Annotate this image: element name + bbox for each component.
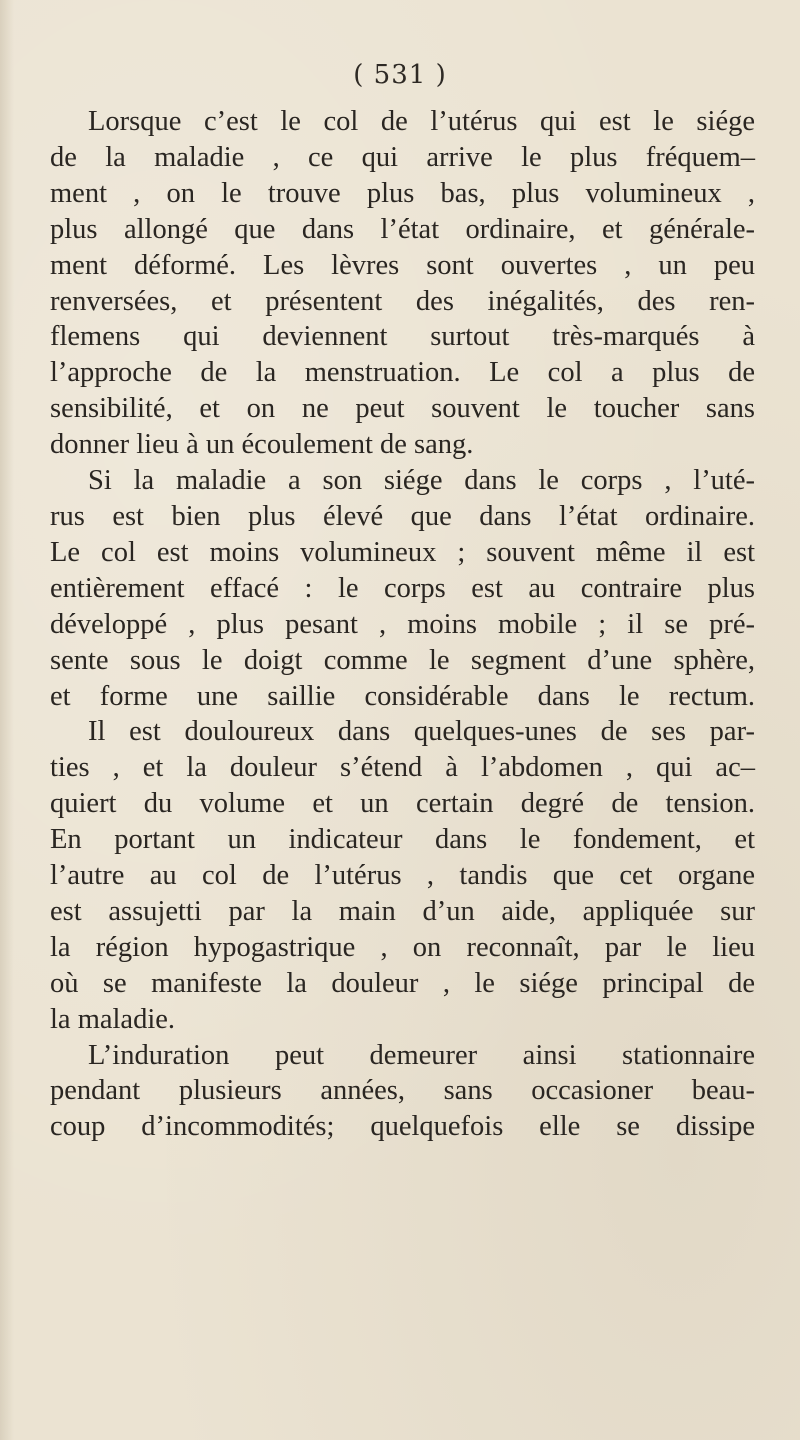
page-edge-shadow	[0, 0, 14, 1440]
text-line: ment , on le trouve plus bas, plus volumineux ,	[50, 177, 755, 209]
text-line: ment déformé. Les lèvres sont ouvertes , un peu	[50, 249, 755, 281]
text-line: la région hypogastrique , on reconnaît, par le lieu	[50, 931, 755, 963]
text-line: Le col est moins volumineux ; souvent même il est	[50, 536, 755, 568]
text-line: Si la maladie a son siége dans le corps , l’uté-	[88, 465, 755, 497]
text-line: L’induration peut demeurer ainsi stationnaire	[88, 1039, 755, 1071]
text-line: En portant un indicateur dans le fondement, et	[50, 824, 755, 856]
text-line: la maladie.	[50, 1003, 176, 1035]
text-line: développé , plus pesant , moins mobile ; il se pré-	[50, 608, 755, 640]
text-line: et forme une saillie considérable dans le rectum.	[50, 680, 755, 712]
text-line: Il est douloureux dans quelques-unes de ses par-	[88, 716, 755, 748]
text-line: flemens qui deviennent surtout très-marqués à	[50, 321, 755, 353]
text-line: quiert du volume et un certain degré de tension.	[50, 788, 755, 820]
text-line: l’autre au col de l’utérus , tandis que cet organe	[50, 860, 755, 892]
text-line: entièrement effacé : le corps est au contraire plus	[50, 572, 755, 604]
text-line: où se manifeste la douleur , le siége principal de	[50, 967, 755, 999]
text-line: de la maladie , ce qui arrive le plus fréquem–	[50, 141, 755, 173]
text-line: l’approche de la menstruation. Le col a plus de	[50, 357, 755, 389]
text-line: pendant plusieurs années, sans occasioner beau-	[50, 1075, 755, 1107]
text-line: rus est bien plus élevé que dans l’état ordinaire.	[50, 500, 755, 532]
text-line: sente sous le doigt comme le segment d’une sphère,	[50, 644, 755, 676]
text-line: sensibilité, et on ne peut souvent le toucher sans	[50, 393, 755, 425]
text-line: coup d’incommodités; quelquefois elle se dissipe	[50, 1111, 755, 1143]
text-line: plus allongé que dans l’état ordinaire, et générale-	[50, 213, 755, 245]
text-line: est assujetti par la main d’un aide, appliquée sur	[50, 895, 755, 927]
text-line: renversées, et présentent des inégalités, des ren-	[50, 285, 755, 317]
text-line: Lorsque c’est le col de l’utérus qui est le siége	[88, 106, 755, 137]
text-line: ties , et la douleur s’étend à l’abdomen , qui ac–	[50, 752, 755, 784]
page-number: ( 531 )	[353, 60, 447, 90]
body-text	[50, 104, 755, 1145]
text-line: donner lieu à un écoulement de sang.	[50, 429, 474, 461]
